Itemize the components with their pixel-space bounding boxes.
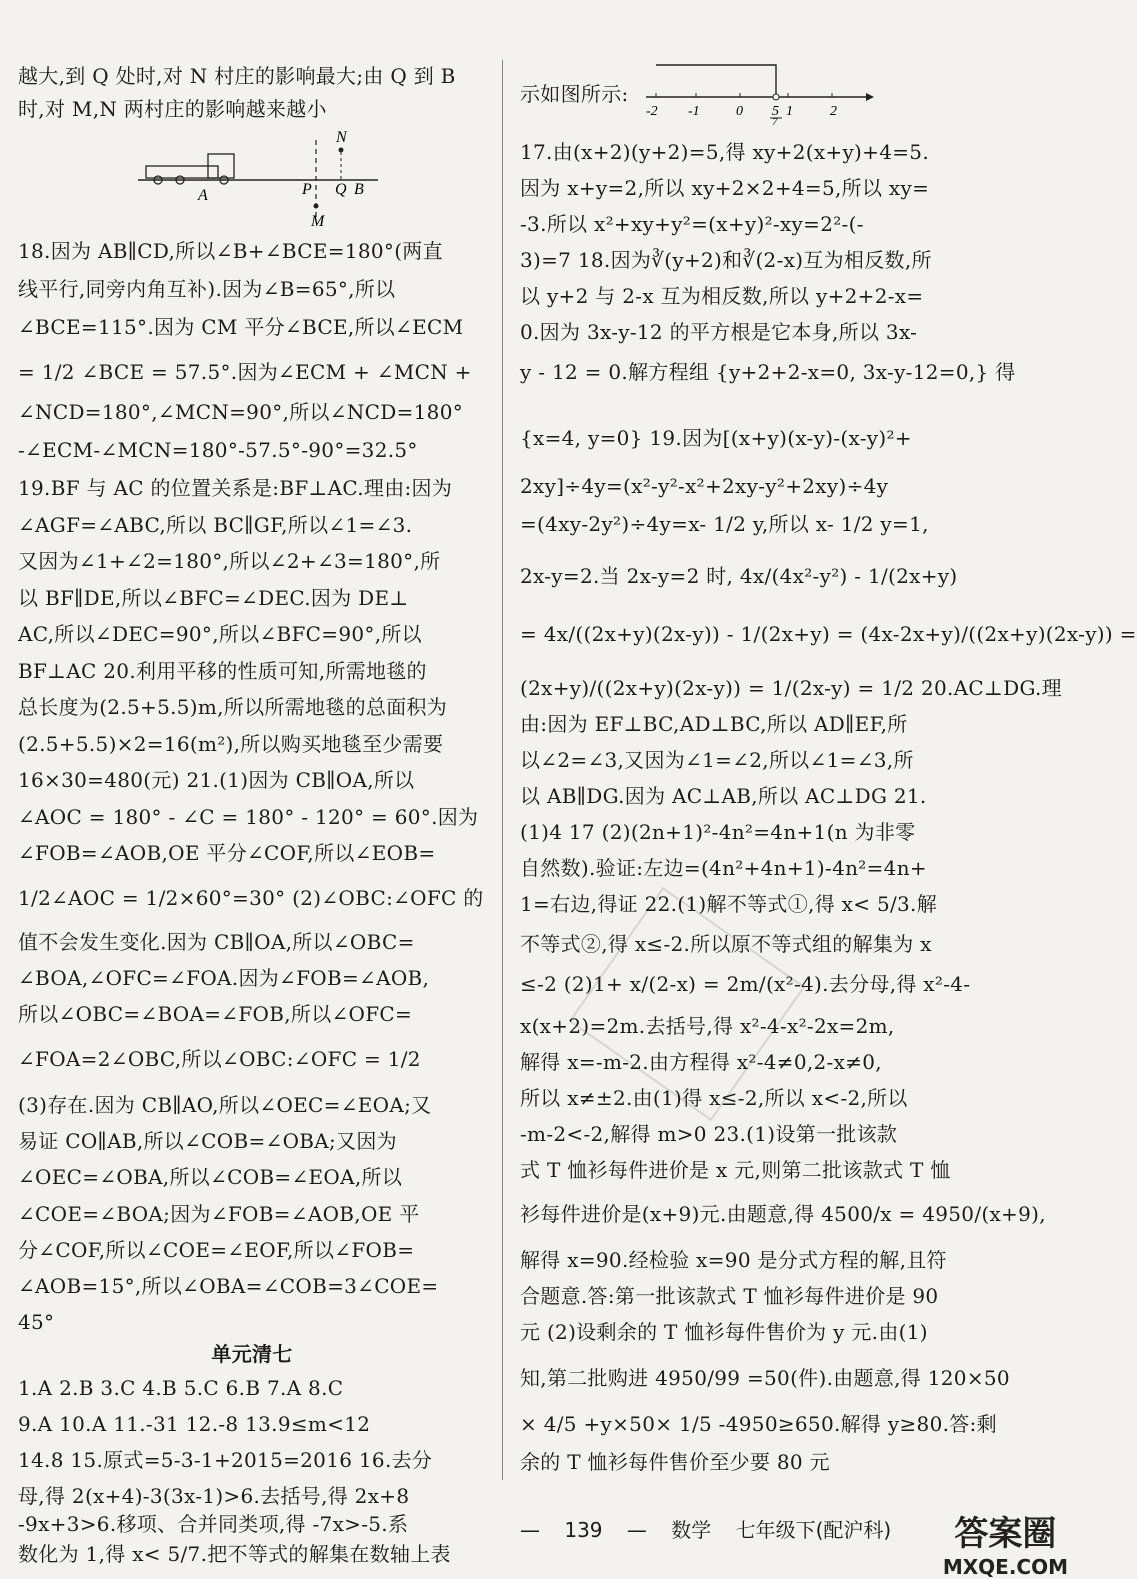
text-line: 14.8 15.原式=5-3-1+2015=2016 16.去分	[18, 1448, 433, 1472]
text-line: (1)4 17 (2)(2n+1)²-4n²=4n+1(n 为非零	[520, 820, 916, 844]
text-line: ∠NCD=180°,∠MCN=90°,所以∠NCD=180°	[18, 400, 464, 424]
text-line: 数化为 1,得 x< 5/7.把不等式的解集在数轴上表	[18, 1542, 451, 1566]
text-line: 17.由(x+2)(y+2)=5,得 xy+2(x+y)+4=5.	[520, 140, 929, 164]
text-line: 所以 x≠±2.由(1)得 x≤-2,所以 x<-2,所以	[520, 1086, 908, 1110]
fig-label-a: A	[198, 187, 208, 204]
text-line: 以 AB∥DG.因为 AC⊥AB,所以 AC⊥DG 21.	[520, 784, 927, 808]
text-line: 元 (2)设剩余的 T 恤衫每件售价为 y 元.由(1)	[520, 1320, 928, 1344]
text-line: -∠ECM-∠MCN=180°-57.5°-90°=32.5°	[18, 438, 418, 462]
watermark-brand: 答案圈	[954, 1514, 1057, 1554]
text-line: 由:因为 EF⊥BC,AD⊥BC,所以 AD∥EF,所	[520, 712, 908, 736]
text-line: 2xy]÷4y=(x²-y²-x²+2xy-y²+2xy)÷4y	[520, 474, 889, 498]
text-line: ∠AOC = 180° - ∠C = 180° - 120° = 60°.因为	[18, 805, 479, 829]
text-line: ∠BCE=115°.因为 CM 平分∠BCE,所以∠ECM	[18, 315, 464, 339]
tick-label: 0	[736, 104, 743, 119]
text-line: 余的 T 恤衫每件售价至少要 80 元	[520, 1450, 830, 1474]
fig-label-b: B	[354, 181, 364, 198]
text-line: 又因为∠1+∠2=180°,所以∠2+∠3=180°,所	[18, 549, 441, 573]
page-number: 139	[564, 1518, 603, 1542]
number-line-figure	[636, 55, 876, 128]
text-line: = 1/2 ∠BCE = 57.5°.因为∠ECM + ∠MCN +	[18, 360, 472, 384]
fig-label-m: M	[311, 213, 325, 230]
footer-dash: —	[520, 1518, 540, 1542]
text-line: 以 y+2 与 2-x 互为相反数,所以 y+2+2-x=	[520, 284, 924, 308]
grade-label: 七年级下(配沪科)	[735, 1518, 892, 1542]
text-line: -3.所以 x²+xy+y²=(x+y)²-xy=2²-(-	[520, 212, 864, 236]
text-line: ∠AOB=15°,所以∠OBA=∠COB=3∠COE=	[18, 1274, 439, 1298]
watermark-logo	[943, 1506, 1068, 1579]
text-line: ∠BOA,∠OFC=∠FOA.因为∠FOB=∠AOB,	[18, 966, 430, 990]
text-line: 以∠2=∠3,又因为∠1=∠2,所以∠1=∠3,所	[520, 748, 914, 772]
tick-label: 2	[830, 104, 837, 119]
text-line: 分∠COF,所以∠COE=∠EOF,所以∠FOB=	[18, 1238, 415, 1262]
text-line: 自然数).验证:左边=(4n²+4n+1)-4n²=4n+	[520, 856, 927, 880]
watermark-url: MXQE.COM	[942, 1555, 1068, 1579]
text-line: 易证 CO∥AB,所以∠COB=∠OBA;又因为	[18, 1129, 397, 1153]
fig-label-p: P	[302, 181, 312, 198]
text-line: 以 BF∥DE,所以∠BFC=∠DEC.因为 DE⊥	[18, 586, 409, 610]
text-line: 1/2∠AOC = 1/2×60°=30° (2)∠OBC:∠OFC 的	[18, 886, 484, 910]
text-line: 2x-y=2.当 2x-y=2 时, 4x/(4x²-y²) - 1/(2x+y)	[520, 564, 958, 588]
text-line: 式 T 恤衫每件进价是 x 元,则第二批该款式 T 恤	[520, 1158, 951, 1182]
subject-label: 数学	[671, 1518, 712, 1542]
text-line: 3)=7 18.因为∛(y+2)和∛(2-x)互为相反数,所	[520, 248, 932, 272]
tick-denominator: 7	[772, 116, 778, 128]
text-line: 越大,到 Q 处时,对 N 村庄的影响最大;由 Q 到 B	[18, 64, 456, 88]
column-divider	[502, 60, 503, 1480]
text-line: (3)存在.因为 CB∥AO,所以∠OEC=∠EOA;又	[18, 1093, 432, 1117]
text-line: 不等式②,得 x≤-2.所以原不等式组的解集为 x	[520, 932, 932, 956]
text-line: -m-2<-2,解得 m>0 23.(1)设第一批该款	[520, 1122, 898, 1146]
tick-label: 1	[786, 104, 793, 119]
text-line: {x=4, y=0} 19.因为[(x+y)(x-y)-(x-y)²+	[520, 426, 912, 450]
text-line: 所以∠OBC=∠BOA=∠FOB,所以∠OFC=	[18, 1002, 413, 1026]
text-line: 因为 x+y=2,所以 xy+2×2+4=5,所以 xy=	[520, 176, 930, 200]
text-line: 合题意.答:第一批该款式 T 恤衫每件进价是 90	[520, 1284, 939, 1308]
text-line: 线平行,同旁内角互补).因为∠B=65°,所以	[18, 277, 396, 301]
footer-dash: —	[626, 1518, 647, 1542]
fig-label-n: N	[336, 129, 347, 146]
tick-label: -2	[646, 104, 658, 119]
text-line: 解得 x=90.经检验 x=90 是分式方程的解,且符	[520, 1248, 947, 1272]
text-line: 18.因为 AB∥CD,所以∠B+∠BCE=180°(两直	[18, 239, 443, 263]
text-line: y - 12 = 0.解方程组 {y+2+2-x=0, 3x-y-12=0,} 得	[520, 360, 1016, 384]
text-line: ∠COE=∠BOA;因为∠FOB=∠AOB,OE 平	[18, 1202, 420, 1226]
text-line: AC,所以∠DEC=90°,所以∠BFC=90°,所以	[18, 622, 422, 646]
text-line: 示如图所示:	[520, 82, 629, 106]
text-line: 45°	[18, 1310, 55, 1334]
text-line: 母,得 2(x+4)-3(3x-1)>6.去括号,得 2x+8	[18, 1484, 410, 1508]
text-line: × 4/5 +y×50× 1/5 -4950≥650.解得 y≥80.答:剩	[520, 1412, 997, 1436]
text-line: (2.5+5.5)×2=16(m²),所以购买地毯至少需要	[18, 732, 444, 756]
village-truck-figure	[128, 130, 488, 230]
text-line: ∠FOA=2∠OBC,所以∠OBC:∠OFC = 1/2	[18, 1047, 421, 1071]
fig-label-q: Q	[335, 181, 347, 198]
tick-label: 5	[772, 104, 779, 119]
section-heading: 单元清七	[211, 1342, 293, 1366]
text-line: ∠FOB=∠AOB,OE 平分∠COF,所以∠EOB=	[18, 841, 436, 865]
text-line: BF⊥AC 20.利用平移的性质可知,所需地毯的	[18, 659, 427, 683]
tick-label: -1	[688, 104, 700, 119]
text-line: 值不会发生变化.因为 CB∥OA,所以∠OBC=	[18, 930, 415, 954]
text-line: 解得 x=-m-2.由方程得 x²-4≠0,2-x≠0,	[520, 1050, 882, 1074]
text-line: 知,第二批购进 4950/99 =50(件).由题意,得 120×50	[520, 1366, 1010, 1390]
text-line: 9.A 10.A 11.-31 12.-8 13.9≤m<12	[18, 1412, 371, 1436]
text-line: x(x+2)=2m.去括号,得 x²-4-x²-2x=2m,	[520, 1014, 895, 1038]
text-line: 时,对 M,N 两村庄的影响越来越小	[18, 97, 327, 121]
text-line: 0.因为 3x-y-12 的平方根是它本身,所以 3x-	[520, 320, 918, 344]
text-line: ≤-2 (2)1+ x/(2-x) = 2m/(x²-4).去分母,得 x²-4-	[520, 972, 971, 996]
text-line: 1.A 2.B 3.C 4.B 5.C 6.B 7.A 8.C	[18, 1376, 344, 1400]
text-line: 19.BF 与 AC 的位置关系是:BF⊥AC.理由:因为	[18, 476, 453, 500]
text-line: (2x+y)/((2x+y)(2x-y)) = 1/(2x-y) = 1/2 20.AC⊥DG.理	[520, 676, 1062, 700]
text-line: ∠OEC=∠OBA,所以∠COB=∠EOA,所以	[18, 1165, 403, 1189]
text-line: =(4xy-2y²)÷4y=x- 1/2 y,所以 x- 1/2 y=1,	[520, 512, 929, 536]
text-line: ∠AGF=∠ABC,所以 BC∥GF,所以∠1=∠3.	[18, 513, 413, 537]
text-line: 总长度为(2.5+5.5)m,所以所需地毯的总面积为	[18, 695, 448, 719]
text-line: 衫每件进价是(x+9)元.由题意,得 4500/x = 4950/(x+9),	[520, 1202, 1046, 1226]
text-line: -9x+3>6.移项、合并同类项,得 -7x>-5.系	[18, 1512, 409, 1536]
text-line: 16×30=480(元) 21.(1)因为 CB∥OA,所以	[18, 768, 415, 792]
text-line: = 4x/((2x+y)(2x-y)) - 1/(2x+y) = (4x-2x+y)/((2x+y)(2x-y)) =	[520, 622, 1137, 646]
text-line: 1=右边,得证 22.(1)解不等式①,得 x< 5/3.解	[520, 892, 937, 916]
